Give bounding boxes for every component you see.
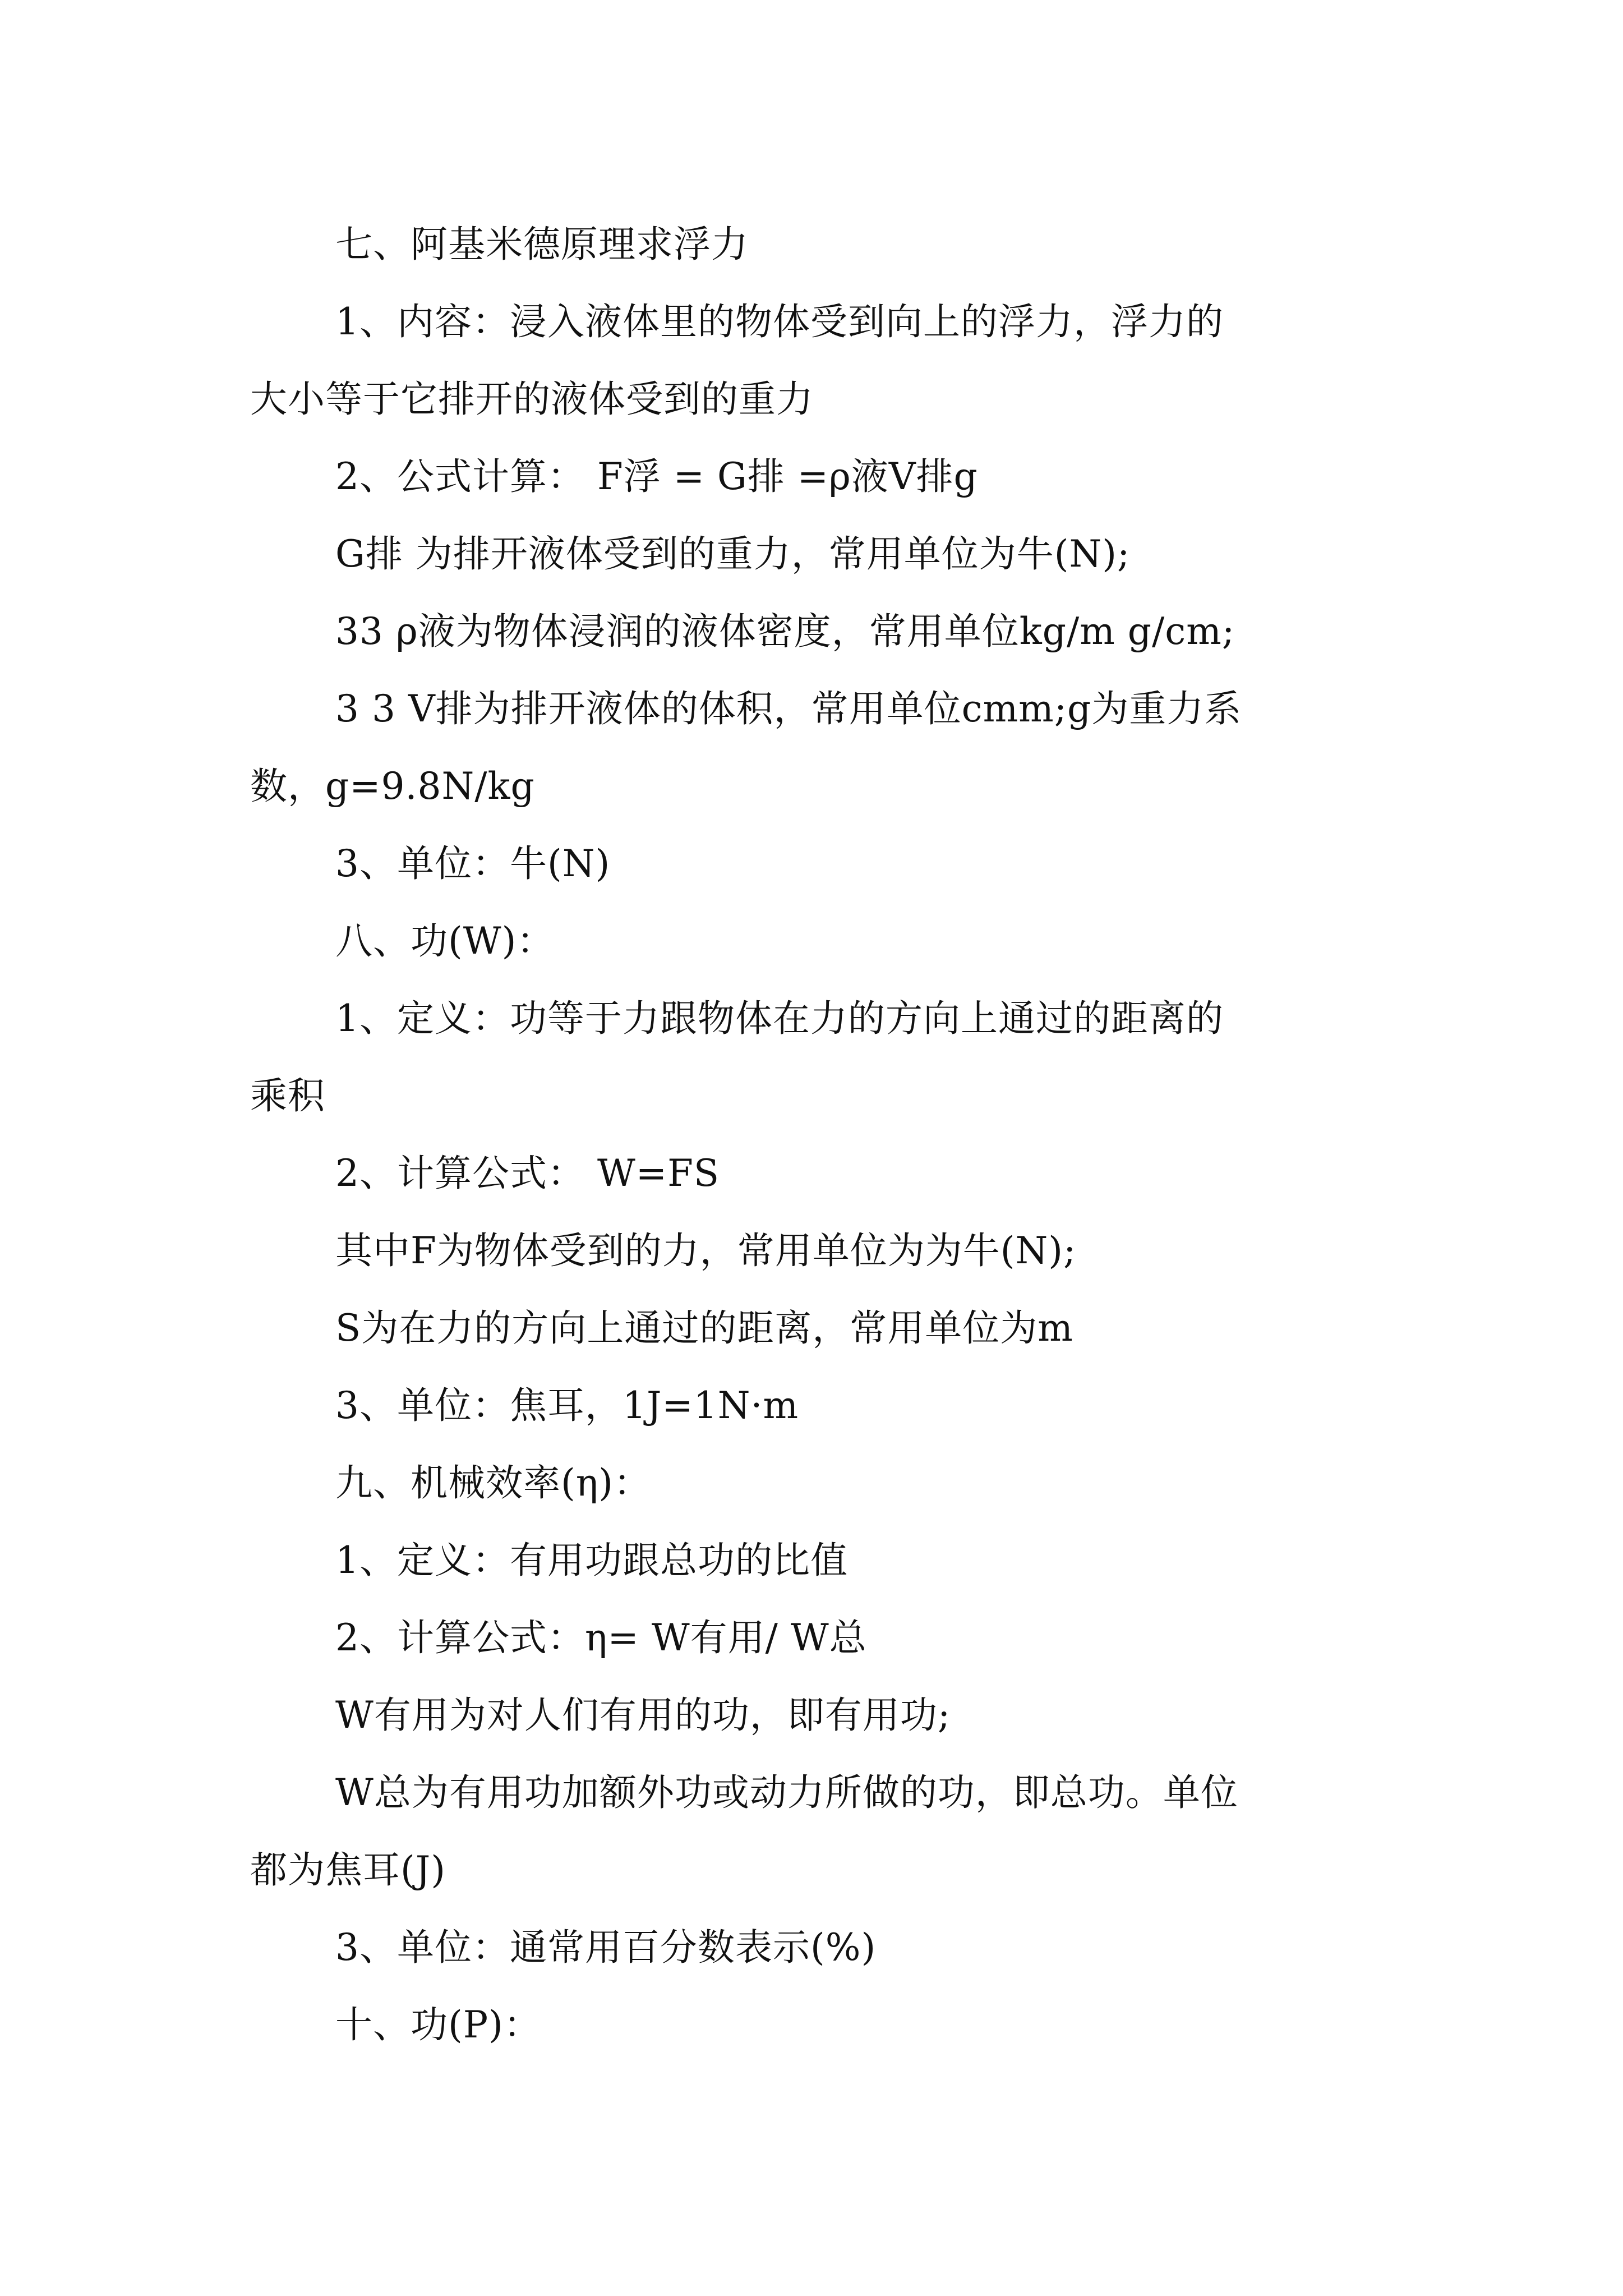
paragraph-line: 都为焦耳(J) (250, 1848, 446, 1892)
paragraph-line: W有用为对人们有用的功，即有用功; (335, 1694, 951, 1737)
paragraph-line: S为在力的方向上通过的距离，常用单位为m (335, 1306, 1073, 1350)
paragraph-line: 2、公式计算： F浮 = G排 =ρ液V排g (335, 455, 978, 498)
paragraph-line: 其中F为物体受到的力，常用单位为为牛(N); (335, 1229, 1077, 1272)
paragraph-line: 3、单位：牛(N) (335, 842, 611, 885)
paragraph-line: 1、内容：浸入液体里的物体受到向上的浮力，浮力的 (335, 300, 1224, 343)
section-heading-power: 十、功(P)： (335, 2003, 541, 2046)
paragraph-line: 1、定义：有用功跟总功的比值 (335, 1539, 848, 1582)
paragraph-line: 3、单位：通常用百分数表示(%) (335, 1926, 877, 1969)
paragraph-line: 乘积 (250, 1074, 325, 1117)
paragraph-line: 3、单位：焦耳，1J=1N·m (335, 1384, 799, 1427)
paragraph-line: 1、定义：功等于力跟物体在力的方向上通过的距离的 (335, 997, 1224, 1040)
paragraph-line: 2、计算公式： W=FS (335, 1152, 720, 1195)
section-heading-work: 八、功(W)： (335, 919, 555, 963)
paragraph-line: G排 为排开液体受到的重力，常用单位为牛(N); (335, 532, 1131, 576)
section-heading-archimedes: 七、阿基米德原理求浮力 (335, 223, 749, 266)
paragraph-line: 大小等于它排开的液体受到的重力 (250, 378, 814, 421)
paragraph-line: 2、计算公式：η= W有用/ W总 (335, 1616, 867, 1659)
section-heading-efficiency: 九、机械效率(η)： (335, 1461, 652, 1504)
paragraph-line: 3 3 V排为排开液体的体积，常用单位cmm;g为重力系 (335, 687, 1242, 730)
paragraph-line: W总为有用功加额外功或动力所做的功，即总功。单位 (335, 1771, 1238, 1814)
paragraph-line: 33 ρ液为物体浸润的液体密度，常用单位kg/m g/cm; (335, 610, 1235, 653)
paragraph-line: 数，g=9.8N/kg (250, 765, 535, 808)
